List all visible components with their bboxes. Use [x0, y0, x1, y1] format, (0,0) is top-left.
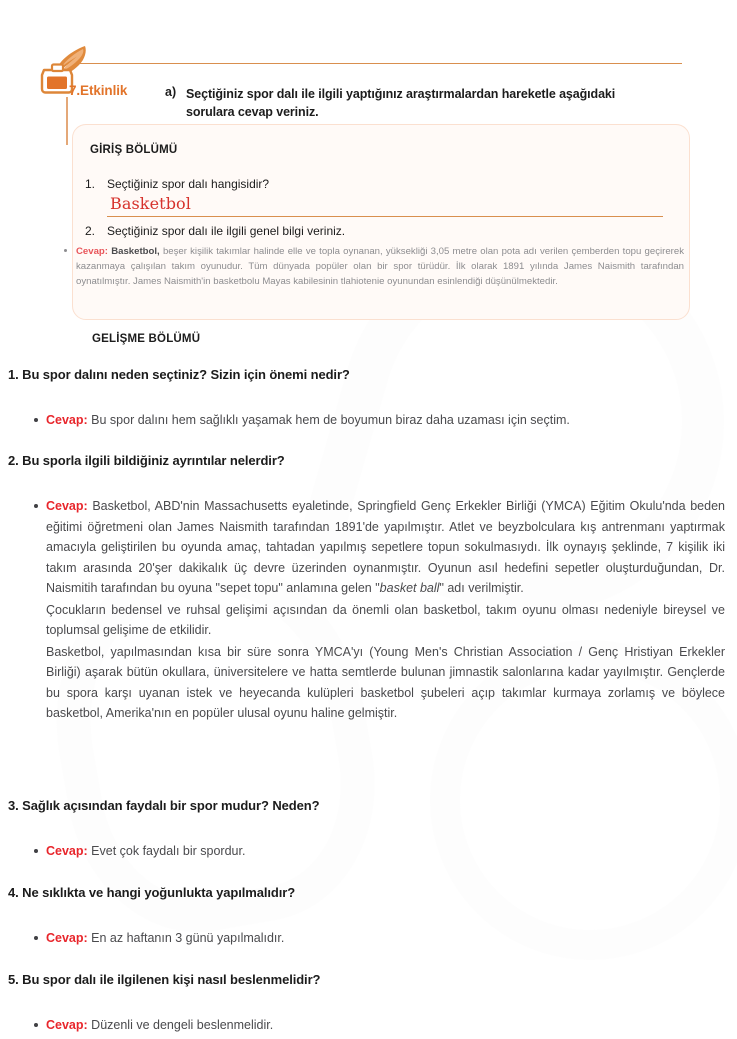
- answer-1-text: Bu spor dalını hem sağlıklı yaşamak hem de boyumun biraz daha uzaması için seçtim.: [91, 413, 570, 427]
- intro-paragraph-body: beşer kişilik takımlar halinde elle ve topla oynanan, yüksekliği 3,05 metre olan pota adı verilen çemberden topu geçirerek kazanmaya çalışılan takım oyunudur. Tüm dünyada popüler olan bir spor türüdür. İlk olarak 1891 yılında James Naismith tarafından oynatılmıştır. James Naismith'in basketbolu Mayas kabilesinin tlahiotenie oyunundan esinlendiği düşünülmektedir.: [76, 246, 684, 288]
- answer-5: [0, 1015, 737, 1036]
- qa-block-1: [0, 366, 737, 431]
- question-3: 3. Sağlık açısından faydalı bir spor mudur? Neden?: [8, 798, 320, 813]
- intro-answer-underline: [107, 216, 663, 217]
- intro-answer-paragraph: [62, 244, 684, 290]
- intro-question-2-number: 2.: [85, 224, 96, 238]
- bullet-point-icon: [34, 849, 38, 853]
- bullet-point-icon: [34, 1023, 38, 1027]
- answer-label: Cevap:: [46, 499, 88, 513]
- qa-block-4: [0, 884, 737, 949]
- question-4: 4. Ne sıklıkta ve hangi yoğunlukta yapılmalıdır?: [8, 885, 296, 900]
- answer-label: Cevap:: [46, 413, 88, 427]
- bullet-point-icon: [34, 504, 38, 508]
- answer-label: Cevap:: [46, 844, 88, 858]
- answer-3: [0, 841, 737, 862]
- answer-2-paragraph-2: Çocukların bedensel ve ruhsal gelişimi açısından da önemli olan basketbol, takım oyunu olması nedeniyle bireysel ve toplumsal gelişime de etkilidir.: [46, 602, 725, 637]
- bullet-point-icon: [34, 936, 38, 940]
- intro-section-title: GİRİŞ BÖLÜMÜ: [90, 144, 178, 156]
- bullet-point-icon: [64, 249, 67, 252]
- intro-question-list: [85, 176, 665, 242]
- development-section-title: GELİŞME BÖLÜMÜ: [92, 333, 201, 345]
- intro-answer-value: Basketbol: [110, 194, 191, 213]
- activity-header: [0, 0, 737, 128]
- answer-label: Cevap:: [46, 931, 88, 945]
- intro-question-1: [85, 176, 665, 193]
- answer-3-text: Evet çok faydalı bir spordur.: [91, 844, 246, 858]
- intro-question-1-number: 1.: [85, 177, 96, 191]
- answer-1: [0, 410, 737, 431]
- answer-4: [0, 928, 737, 949]
- answer-5-text: Düzenli ve dengeli beslenmelidir.: [91, 1018, 274, 1032]
- intro-question-1-text: Seçtiğiniz spor dalı hangisidir?: [107, 177, 270, 191]
- header-side-rule: [66, 97, 68, 145]
- qa-block-2: [0, 452, 737, 724]
- answer-2-paragraph-3: Basketbol, yapılmasından kısa bir süre sonra YMCA'yı (Young Men's Christian Association / Genç Hristiyan Erkekler Birliği) aşarak bütün okullara, üniversitelere ve hatta semtlerde bulunan jimnastik salonlarına kadar yayılmıştır. Gençlerde bu spora karşı uyanan istek ve heyecanda kulüpleri basketbol şubeleri açıp takımlar kurmaya zorlamış ve böylece basketbol, Amerika'nın en popüler ulusal oyunu haline gelmiştir.: [46, 644, 725, 720]
- answer-label: Cevap:: [76, 246, 108, 257]
- intro-answer-field[interactable]: [107, 195, 665, 217]
- header-divider-rule: [80, 63, 682, 64]
- activity-number-label: 7.Etkinlik: [69, 83, 128, 98]
- question-5: 5. Bu spor dalı ile ilgilenen kişi nasıl beslenmelidir?: [8, 972, 321, 987]
- answer-4-text: En az haftanın 3 günü yapılmalıdır.: [91, 931, 285, 945]
- prompt-letter: a): [165, 85, 177, 99]
- answer-label: Cevap:: [46, 1018, 88, 1032]
- qa-block-3: [0, 797, 737, 862]
- intro-question-2-text: Seçtiğiniz spor dalı ile ilgili genel bilgi veriniz.: [107, 224, 346, 238]
- answer-2: [0, 496, 737, 724]
- prompt-text: Seçtiğiniz spor dalı ile ilgili yaptığınız araştırmalardan hareketle aşağıdaki sorulara cevap veriniz.: [186, 87, 616, 119]
- question-1: 1. Bu spor dalını neden seçtiniz? Sizin için önemi nedir?: [8, 367, 350, 382]
- intro-paragraph-bold-lead: Basketbol,: [111, 246, 160, 257]
- answer-2-paragraph-1: Basketbol, ABD'nin Massachusetts eyaletinde, Springfield Genç Erkekler Birliği (YMCA) Eğitim Okulu'nda beden eğitimi öğretmeni olan James Naismith tarafından 1891'de yapılmıştır. Atlet ve beyzbolculara kış antrenmanı yaptırmak amacıyla geliştirilen bu oyunda amaç, tahtadan yapılmış sepetlere topun sokulmasıydı. İlk oynayış şeklinde, 7 kişilik iki takım arasında 20'şer dakikalık üç devre üzerinden oynanmıştır. Oyunun asıl hedefini sepetler oluşturduğundan, Dr. Naismitih tarafından bu oyuna "sepet topu" anlamına gelen "basket ball" adı verilmiştir.: [46, 499, 725, 595]
- qa-block-5: [0, 971, 737, 1036]
- question-2: 2. Bu sporla ilgili bildiğiniz ayrıntılar nelerdir?: [8, 453, 285, 468]
- intro-question-2: [85, 223, 665, 240]
- bullet-point-icon: [34, 418, 38, 422]
